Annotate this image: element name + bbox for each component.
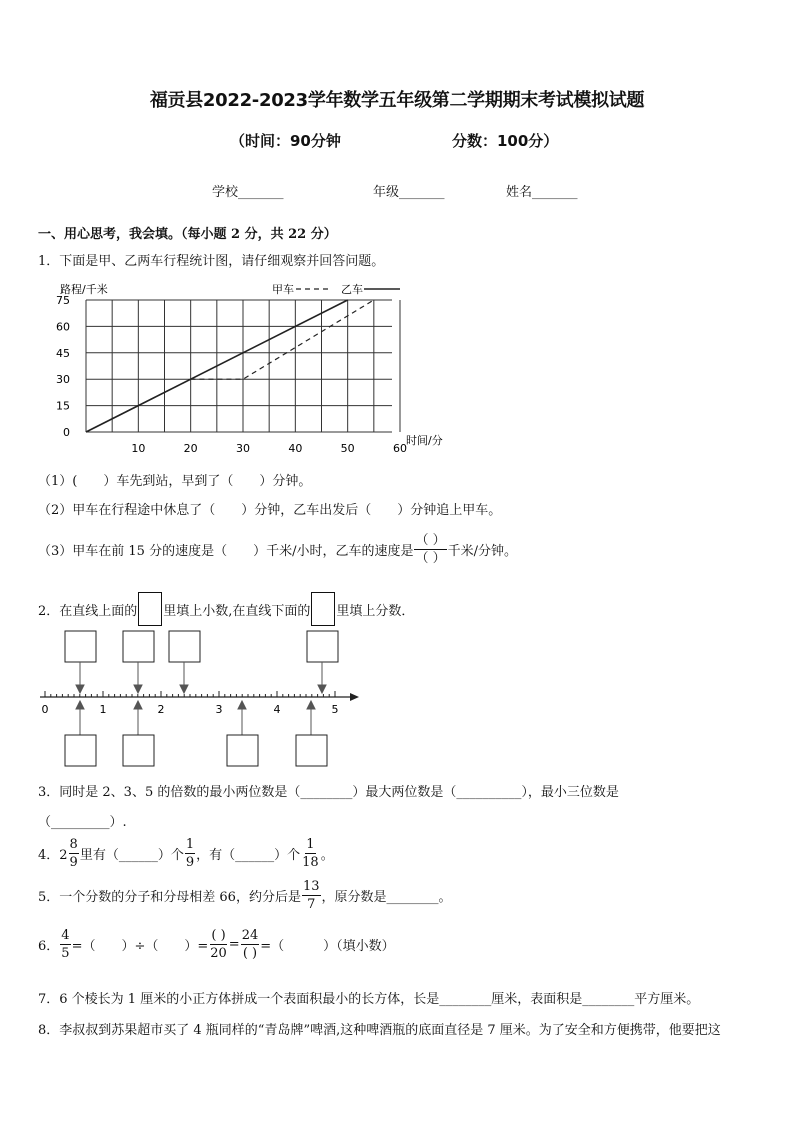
question-6 [38, 929, 395, 960]
top-answer-box [307, 631, 338, 662]
chart-legend [272, 283, 400, 296]
arrow-down-icon [76, 685, 84, 693]
question-5 [38, 880, 452, 911]
number-line-label: 1 [99, 703, 107, 716]
question-1-sub2: （2）甲车在行程途中休息了（ ）分钟，乙车出发后（ ）分钟追上甲车。 [38, 503, 502, 518]
arrow-right-icon [350, 693, 359, 701]
fraction-denominator: 18 [302, 855, 319, 870]
arrow-down-icon [134, 685, 142, 693]
q4-mid2: ，有（______）个 [196, 848, 301, 863]
fraction-numerator: 4 [61, 928, 70, 943]
x-tick-label: 20 [183, 442, 198, 455]
arrow-up-icon [238, 701, 246, 709]
fraction-denominator: 9 [69, 855, 78, 870]
q4-pre: 4．2 [38, 848, 68, 863]
question-2-text [38, 592, 414, 626]
fraction-numerator: 1 [185, 837, 195, 852]
exam-time: （时间：90分钟 [230, 132, 341, 150]
y-tick-label: 75 [56, 294, 70, 307]
chart-ylabel: 路程/千米 [60, 283, 108, 296]
arrow-down-icon [318, 685, 326, 693]
series-line-jia [86, 300, 374, 432]
school-field: 学校_______ [212, 185, 284, 200]
exam-score: 分数：100分） [452, 132, 559, 150]
question-3-line2: （_________）. [38, 815, 127, 830]
page-title: 福贡县2022-2023学年数学五年级第二学期期末考试模拟试题 [149, 90, 645, 111]
y-tick-label: 0 [63, 426, 70, 439]
x-tick-label: 10 [131, 442, 146, 455]
arrow-up-icon [134, 701, 142, 709]
question-7: 7．6 个棱长为 1 厘米的小正方体拼成一个表面积最小的长方体，长是________厘米，表面积是________平方厘米。 [38, 992, 700, 1007]
travel-line-chart [40, 278, 443, 460]
q2-text-b: 里填上小数,在直线下面的 [163, 603, 311, 619]
q5-pre: 5．一个分数的分子和分母相差 66，约分后是 [38, 890, 301, 905]
fraction-numerator: 24 [241, 928, 259, 943]
y-tick-label: 60 [56, 320, 70, 334]
bottom-answer-box [65, 735, 96, 766]
x-tick-label: 50 [340, 442, 355, 455]
number-line-label: 5 [331, 703, 339, 716]
fraction-numerator: 13 [302, 879, 320, 894]
q4-post: 。 [320, 848, 334, 863]
question-1-sub1: （1）( ）车先到站，早到了（ ）分钟。 [38, 474, 312, 489]
y-tick-label: 30 [56, 373, 70, 387]
x-tick-label: 60 [393, 442, 407, 455]
q6-equals: = [228, 937, 240, 952]
arrow-up-icon [307, 701, 315, 709]
q6-mid1: =（ ）÷（ ）= [71, 939, 209, 954]
question-4 [38, 838, 334, 869]
chart-grid [86, 300, 400, 432]
x-tick-label: 30 [236, 442, 250, 455]
fraction-numerator: （ ） [415, 533, 446, 548]
fraction-numerator: ( ) [211, 928, 226, 943]
fraction-denominator: （ ） [415, 551, 446, 566]
number-line-label: 4 [273, 703, 281, 716]
fraction-numerator: 1 [306, 837, 315, 852]
number-line-ticks [42, 691, 339, 716]
number-line-label: 3 [215, 703, 223, 716]
section-heading: 一、用心思考，我会填。（每小题 2 分，共 22 分） [38, 227, 337, 242]
fraction-denominator: 5 [61, 946, 70, 961]
number-line-diagram [30, 625, 370, 770]
q1-sub3-fraction [414, 534, 446, 565]
q5-post: ，原分数是________。 [321, 890, 452, 905]
bottom-answer-box [296, 735, 327, 766]
fraction-denominator: 7 [307, 897, 316, 912]
q4-mid1: 里有（______）个 [79, 848, 184, 863]
chart-ticks [56, 294, 407, 455]
number-line-label: 0 [41, 703, 49, 716]
answer-box-icon [311, 592, 335, 626]
grade-field: 年级_______ [373, 185, 445, 200]
number-line-label: 2 [157, 703, 165, 716]
fraction-denominator: ( ) [242, 946, 258, 961]
top-answer-box [169, 631, 200, 662]
legend-yi: 乙车 [341, 283, 363, 296]
top-answer-box [65, 631, 96, 662]
q2-text-c: 里填上分数． [336, 603, 415, 619]
x-tick-label: 40 [288, 442, 303, 455]
chart-xlabel: 时间/分 [406, 434, 443, 447]
y-tick-label: 15 [56, 399, 70, 413]
fraction-denominator: 9 [185, 855, 195, 870]
bottom-answer-box [227, 735, 258, 766]
answer-box-icon [138, 592, 162, 626]
q6-pre: 6． [38, 939, 60, 954]
q1-sub3-post: 千米/分钟。 [447, 544, 517, 559]
question-1-sub3 [38, 534, 517, 565]
chart-series [86, 300, 374, 432]
top-answer-box [123, 631, 154, 662]
arrow-up-icon [76, 701, 84, 709]
question-3-line1: 3．同时是 2、3、5 的倍数的最小两位数是（________）最大两位数是（__________），最小三位数是 [38, 785, 619, 800]
q1-sub3-pre: （3）甲车在前 15 分的速度是（ ）千米/小时，乙车的速度是 [38, 544, 414, 559]
fraction-numerator: 8 [69, 837, 78, 852]
q2-text-a: 2．在直线上面的 [38, 603, 138, 619]
y-tick-label: 45 [56, 346, 70, 360]
fraction-denominator: 20 [210, 946, 227, 961]
legend-jia: 甲车 [272, 283, 294, 296]
name-field: 姓名_______ [506, 185, 578, 200]
question-1-text: 1．下面是甲、乙两车行程统计图，请仔细观察并回答问题。 [38, 254, 385, 269]
question-8: 8．李叔叔到苏果超市买了 4 瓶同样的“青岛牌”啤酒,这种啤酒瓶的底面直径是 7 厘米。为了安全和方便携带，他要把这 [38, 1023, 721, 1038]
arrow-down-icon [180, 685, 188, 693]
bottom-answer-box [123, 735, 154, 766]
q6-post: =（ ）（填小数） [260, 939, 395, 954]
